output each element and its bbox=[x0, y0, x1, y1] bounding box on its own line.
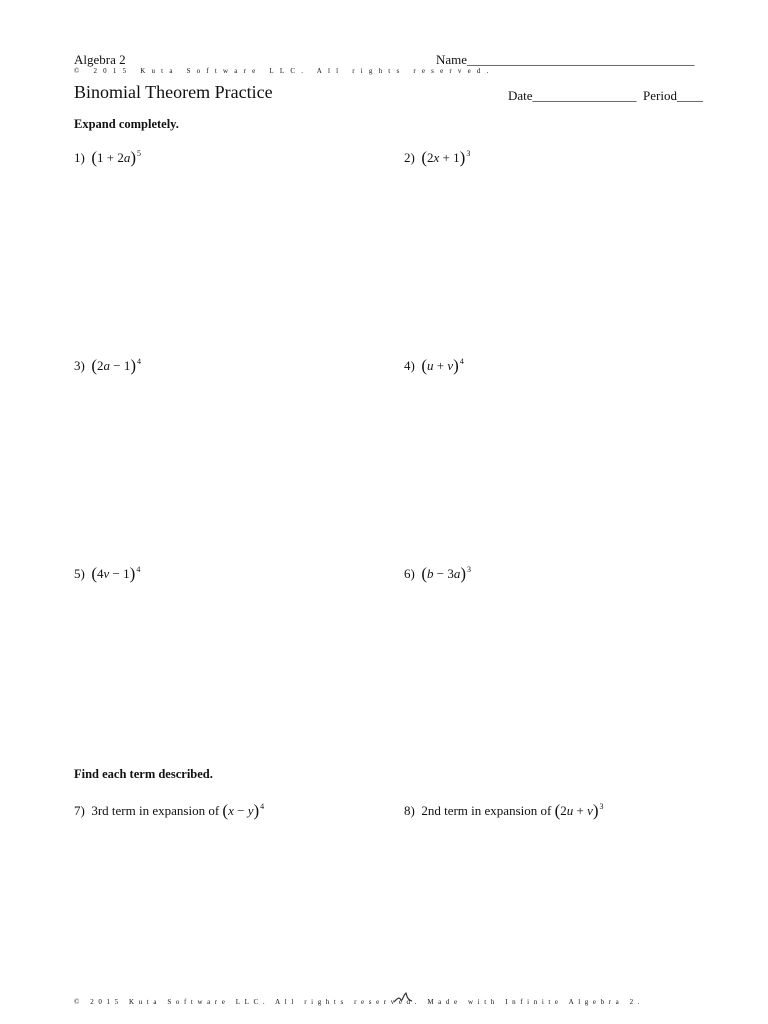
close-paren: ) bbox=[129, 564, 136, 583]
exponent: 3 bbox=[466, 149, 471, 158]
date-label: Date bbox=[508, 88, 533, 103]
exponent: 4 bbox=[260, 802, 265, 811]
expression: x − y bbox=[228, 803, 254, 818]
date-blank: ________________ bbox=[532, 88, 637, 103]
period-blank: ____ bbox=[677, 88, 703, 103]
close-paren: ) bbox=[130, 356, 137, 375]
problem-number: 1) bbox=[74, 150, 85, 165]
problem-4 bbox=[404, 356, 464, 376]
worksheet-title: Binomial Theorem Practice bbox=[74, 82, 273, 102]
problem-number: 3) bbox=[74, 358, 85, 373]
section-heading-find-term: Find each term described. bbox=[74, 767, 213, 781]
open-paren: ( bbox=[222, 801, 229, 820]
problem-2 bbox=[404, 148, 470, 168]
date-period-field bbox=[508, 88, 703, 104]
open-paren: ( bbox=[421, 564, 428, 583]
exponent: 4 bbox=[136, 565, 141, 574]
open-paren: ( bbox=[554, 801, 561, 820]
problem-number: 5) bbox=[74, 566, 85, 581]
open-paren: ( bbox=[421, 356, 428, 375]
name-blank: ___________________________________ bbox=[467, 52, 695, 67]
expression: 4v − 1 bbox=[97, 566, 130, 581]
close-paren: ) bbox=[453, 356, 459, 375]
problem-number: 6) bbox=[404, 566, 415, 581]
exponent: 3 bbox=[599, 802, 604, 811]
problem-prompt: 3rd term in expansion of bbox=[91, 803, 220, 818]
name-field bbox=[436, 52, 695, 68]
close-paren: ) bbox=[592, 801, 599, 820]
expression: b − 3a bbox=[427, 566, 461, 581]
problem-6 bbox=[404, 564, 471, 584]
problem-number: 8) bbox=[404, 803, 415, 818]
expression: 2a − 1 bbox=[97, 358, 131, 373]
expression: 2x + 1 bbox=[427, 150, 460, 165]
course-name: Algebra 2 bbox=[74, 52, 126, 67]
problem-5 bbox=[74, 564, 140, 584]
copyright-top: © 2015 Kuta Software LLC. All rights reserved. bbox=[74, 67, 495, 75]
open-paren: ( bbox=[91, 356, 98, 375]
open-paren: ( bbox=[91, 564, 98, 583]
period-label: Period bbox=[643, 88, 677, 103]
exponent: 3 bbox=[467, 565, 472, 574]
problem-1 bbox=[74, 148, 141, 168]
name-label: Name bbox=[436, 52, 468, 67]
exponent: 4 bbox=[137, 357, 142, 366]
open-paren: ( bbox=[91, 148, 98, 167]
problem-prompt: 2nd term in expansion of bbox=[421, 803, 552, 818]
expression: u + v bbox=[427, 358, 454, 373]
problem-number: 7) bbox=[74, 803, 85, 818]
problem-number: 4) bbox=[404, 358, 415, 373]
problem-number: 2) bbox=[404, 150, 415, 165]
close-paren: ) bbox=[253, 801, 260, 820]
problem-8 bbox=[404, 801, 604, 821]
problem-7 bbox=[74, 801, 264, 821]
close-paren: ) bbox=[460, 564, 467, 583]
close-paren: ) bbox=[130, 148, 137, 167]
close-paren: ) bbox=[459, 148, 466, 167]
copyright-footer: © 2015 Kuta Software LLC. All rights reserved. Made with Infinite Algebra 2. bbox=[74, 998, 645, 1006]
exponent: 5 bbox=[137, 149, 142, 158]
section-heading-expand: Expand completely. bbox=[74, 117, 179, 131]
exponent: 4 bbox=[459, 357, 464, 366]
expression: 2u + v bbox=[560, 803, 593, 818]
scribble-mark-icon bbox=[392, 990, 414, 1006]
open-paren: ( bbox=[421, 148, 428, 167]
expression: 1 + 2a bbox=[97, 150, 131, 165]
problem-3 bbox=[74, 356, 141, 376]
